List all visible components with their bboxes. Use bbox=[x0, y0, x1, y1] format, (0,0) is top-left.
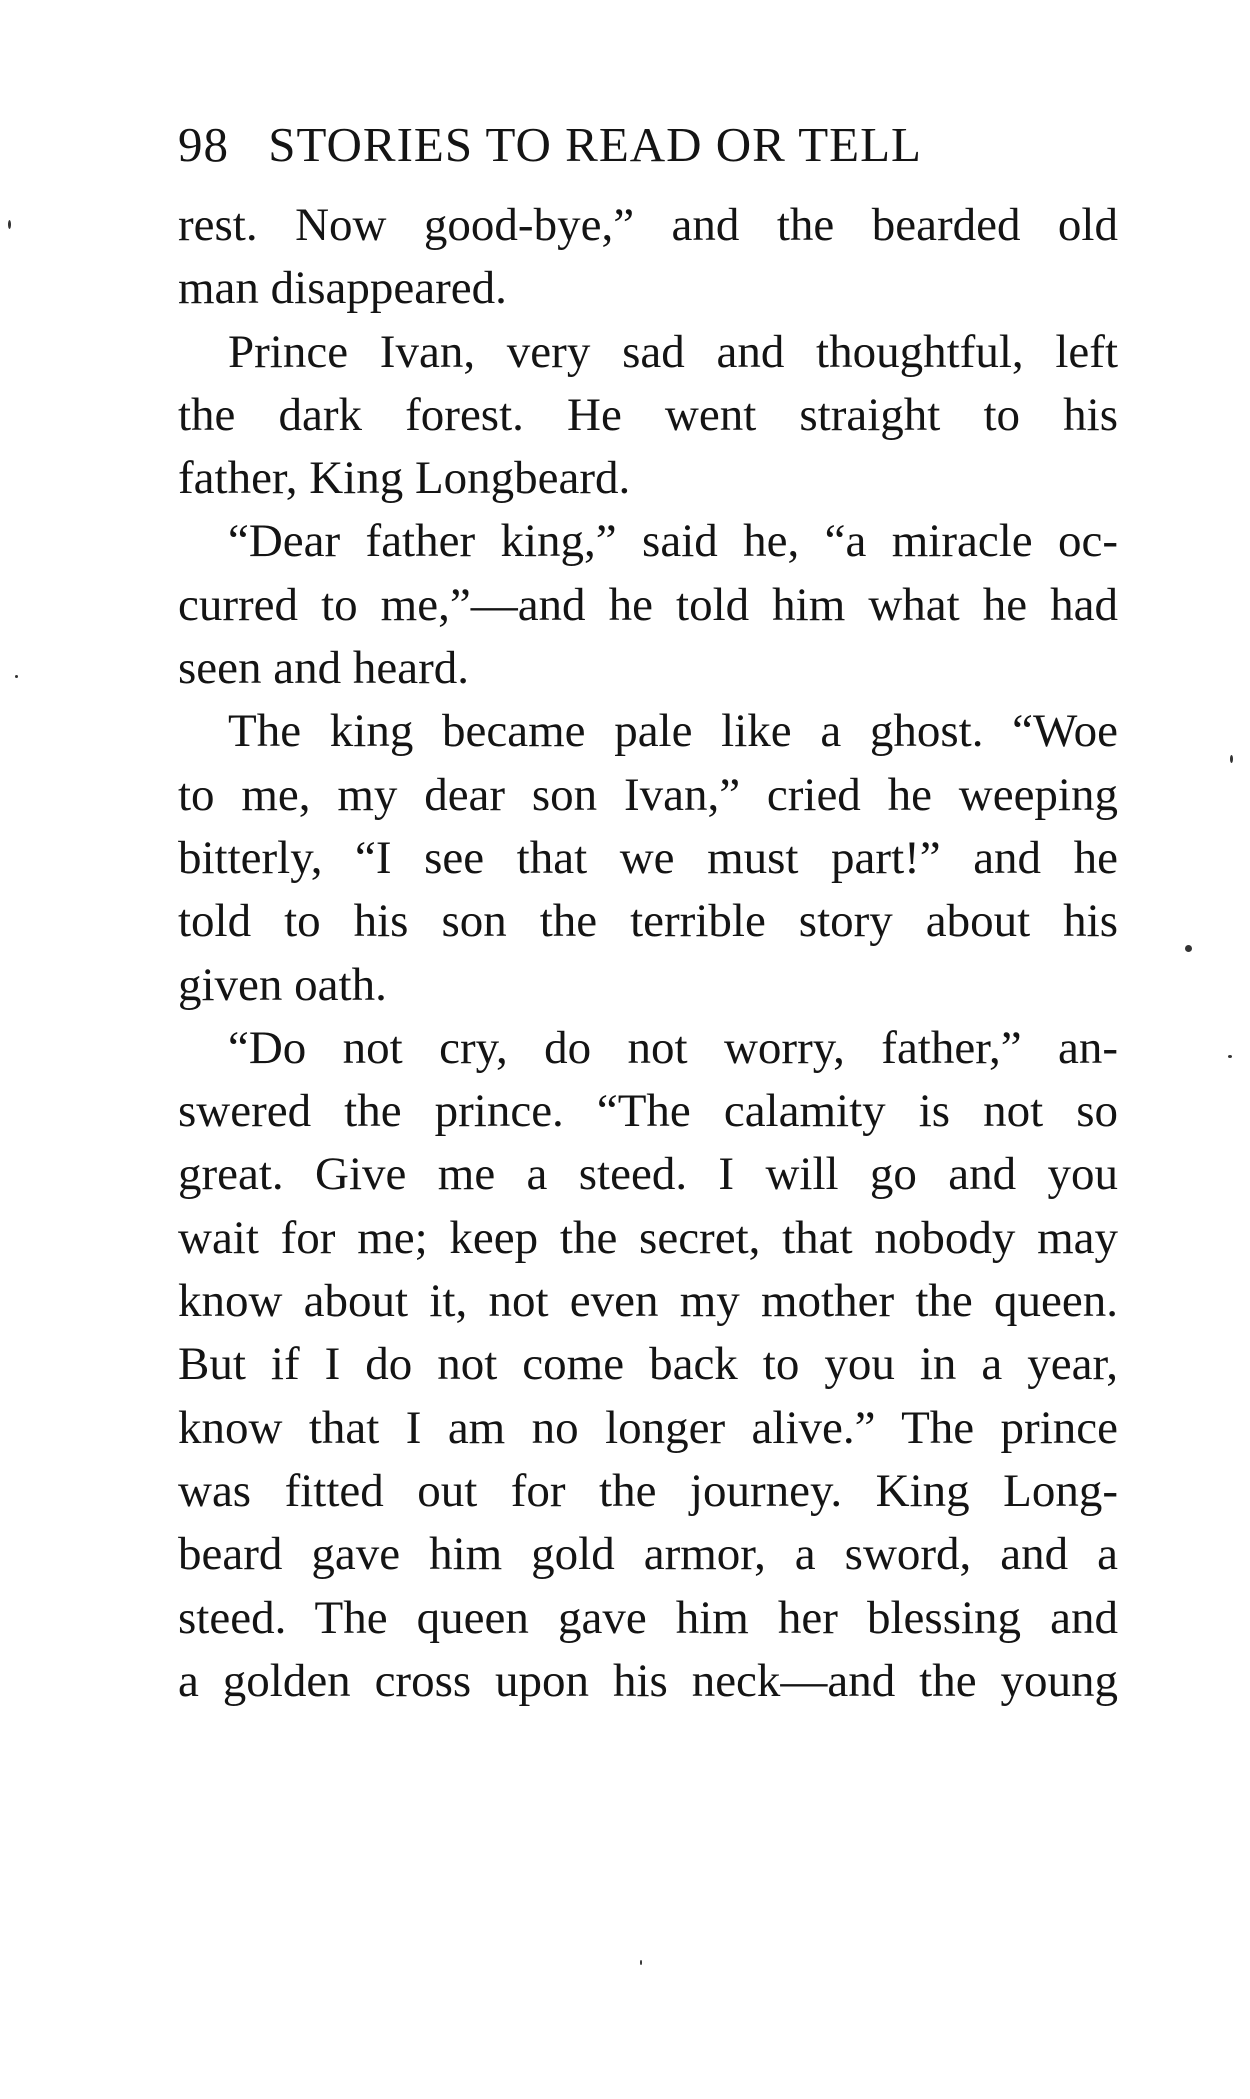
text-line: know that I am no longer alive.” The prince bbox=[178, 1401, 1118, 1454]
text-line: rest. Now good-bye,” and the bearded old bbox=[178, 199, 1118, 251]
text-line: “Do not cry, do not worry, father,” an- bbox=[228, 1021, 1118, 1074]
scan-speck bbox=[1185, 945, 1192, 952]
page-number: 98 bbox=[178, 117, 229, 172]
text-line: told to his son the terrible story about his bbox=[178, 895, 1118, 948]
book-title: STORIES TO READ OR TELL bbox=[268, 117, 922, 172]
text-line: steed. The queen gave him her blessing and bbox=[178, 1591, 1118, 1644]
text-line: the dark forest. He went straight to his bbox=[178, 388, 1118, 441]
text-line: know about it, not even my mother the queen. bbox=[178, 1275, 1118, 1328]
text-line: The king became pale like a ghost. “Woe bbox=[228, 705, 1118, 758]
scan-speck bbox=[8, 220, 11, 229]
scan-speck bbox=[1230, 755, 1233, 763]
text-line: given oath. bbox=[178, 958, 387, 1011]
text-line: great. Give me a steed. I will go and you bbox=[178, 1148, 1118, 1201]
scan-speck bbox=[640, 1960, 642, 1965]
text-line: to me, my dear son Ivan,” cried he weeping bbox=[178, 768, 1118, 821]
text-line: But if I do not come back to you in a year, bbox=[178, 1338, 1118, 1391]
text-line: man disappeared. bbox=[178, 262, 507, 315]
scan-speck bbox=[15, 675, 18, 678]
text-line: beard gave him gold armor, a sword, and a bbox=[178, 1528, 1118, 1581]
text-line: bitterly, “I see that we must part!” and he bbox=[178, 831, 1118, 884]
running-head bbox=[178, 116, 1118, 173]
text-line: “Dear father king,” said he, “a miracle oc- bbox=[228, 515, 1118, 568]
text-line: seen and heard. bbox=[178, 642, 469, 695]
scan-speck bbox=[1228, 1055, 1232, 1058]
text-line: was fitted out for the journey. King Long- bbox=[178, 1464, 1118, 1517]
body-text bbox=[178, 194, 1118, 1713]
text-line: wait for me; keep the secret, that nobody may bbox=[178, 1211, 1118, 1264]
text-line: curred to me,”—and he told him what he had bbox=[178, 578, 1118, 631]
text-line: swered the prince. “The calamity is not so bbox=[178, 1085, 1118, 1138]
text-line: father, King Longbeard. bbox=[178, 452, 631, 505]
text-line: Prince Ivan, very sad and thoughtful, left bbox=[228, 325, 1118, 378]
text-line: a golden cross upon his neck—and the young bbox=[178, 1654, 1118, 1707]
